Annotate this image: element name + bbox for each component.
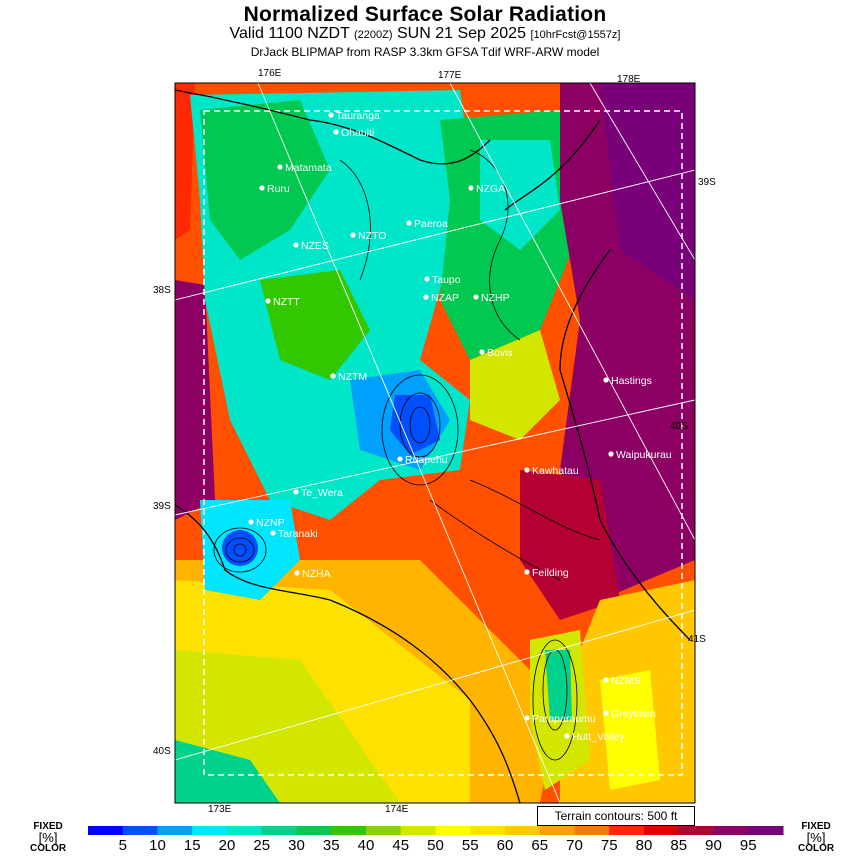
right-axis-label: 40S <box>670 421 688 432</box>
place-dot <box>248 519 253 524</box>
place-dot <box>424 276 429 281</box>
place-dot <box>524 569 529 574</box>
place-dot <box>564 733 569 738</box>
place-label: NZES <box>301 240 330 252</box>
terrain-contours-note: Terrain contours: 500 ft <box>537 806 695 826</box>
colorbar-label: 30 <box>288 837 305 854</box>
right-axis-label: 39S <box>698 177 716 188</box>
fixed-color-left: FIXED [%] COLOR <box>30 821 67 854</box>
place-label: Bovis <box>487 347 513 359</box>
place-dot <box>293 489 298 494</box>
place-label: Hastings <box>611 375 652 387</box>
left-axis-label: 39S <box>153 501 171 512</box>
right-axis-label: 41S <box>688 634 706 645</box>
place-label: NZTM <box>338 371 368 383</box>
colorbar-label: 70 <box>566 837 583 854</box>
place-dot <box>259 185 264 190</box>
place-dot <box>608 451 613 456</box>
valid-utc: (2200Z) <box>354 29 393 41</box>
colorbar-label: 60 <box>496 837 514 854</box>
colorbar-label: 65 <box>531 837 549 854</box>
colorbar-label: 20 <box>218 837 236 854</box>
place-dot <box>294 570 299 575</box>
field-layer <box>175 83 695 803</box>
colorbar-label: 75 <box>600 837 618 854</box>
place-label: Ruapehu <box>405 454 448 466</box>
place-dot <box>270 530 275 535</box>
place-label: NZGA <box>476 183 506 195</box>
place-dot <box>468 185 473 190</box>
colorbar-label: 10 <box>149 837 166 854</box>
place-dot <box>603 377 608 382</box>
place-dot <box>524 715 529 720</box>
colorbar-label: 25 <box>253 837 271 854</box>
place-dot <box>265 298 270 303</box>
place-label: Te_Wera <box>301 487 343 499</box>
place-label: NZTT <box>273 296 300 308</box>
colorbar-label: 35 <box>322 837 340 854</box>
place-label: NZAP <box>431 292 460 304</box>
place-dot <box>330 373 335 378</box>
fixed-color-right: FIXED [%] COLOR <box>798 821 835 854</box>
valid-date: SUN 21 Sep 2025 <box>397 25 526 42</box>
place-dot <box>524 467 529 472</box>
place-label: Feilding <box>532 567 569 579</box>
place-label: NZHA <box>302 568 331 580</box>
place-dot <box>277 164 282 169</box>
chart-title: Normalized Surface Solar Radiation <box>243 3 607 26</box>
colorbar-label: 5 <box>118 837 127 854</box>
place-dot <box>350 232 355 237</box>
colorbar-label: 45 <box>392 837 410 854</box>
bottom-axis-label: 173E <box>208 804 232 815</box>
colorbar-label: 15 <box>183 837 201 854</box>
place-dot <box>603 677 608 682</box>
place-label: Greytown <box>611 708 656 720</box>
left-axis-label: 40S <box>153 746 171 757</box>
place-dot <box>603 710 608 715</box>
place-label: Ruru <box>267 183 290 195</box>
place-label: Waipukurau <box>616 449 672 461</box>
place-label: Kawhatau <box>532 465 579 477</box>
colorbar-label: 80 <box>635 837 653 854</box>
valid-main: Valid 1100 NZDT <box>229 25 350 42</box>
left-axis-label: 38S <box>153 285 171 296</box>
place-label: NZHP <box>481 292 510 304</box>
place-dot <box>423 294 428 299</box>
place-dot <box>333 129 338 134</box>
place-label: Paeroa <box>414 218 448 230</box>
colorbar-label: 95 <box>739 837 757 854</box>
place-dot <box>328 112 333 117</box>
forecast-tag: [10hrFcst@1557z] <box>530 29 621 41</box>
top-axis-label: 178E <box>617 74 641 85</box>
place-label: Hutt_Valley <box>572 731 625 743</box>
place-label: NZMS <box>611 675 641 687</box>
model-subtitle: DrJack BLIPMAP from RASP 3.3km GFSA Tdif WRF-ARW model <box>250 45 600 59</box>
place-label: Taranaki <box>278 528 318 540</box>
place-dot <box>479 349 484 354</box>
place-dot <box>397 456 402 461</box>
top-axis-label: 176E <box>258 68 282 79</box>
place-label: Tauranga <box>336 110 380 122</box>
place-dot <box>406 220 411 225</box>
place-label: Ohauiti <box>341 127 375 139</box>
place-label: NZTO <box>358 230 387 242</box>
colorbar-label: 90 <box>705 837 722 854</box>
place-dot <box>473 294 478 299</box>
place-label: Taupo <box>432 274 461 286</box>
bottom-axis-label: 174E <box>385 804 409 815</box>
place-label: NZNP <box>256 517 285 529</box>
colorbar-label: 55 <box>461 837 479 854</box>
place-dot <box>293 242 298 247</box>
colorbar-label: 85 <box>670 837 688 854</box>
colorbar-label: 40 <box>357 837 375 854</box>
colorbar-label: 50 <box>427 837 444 854</box>
place-label: Matamata <box>285 162 332 174</box>
place-label: Paraparaumu <box>532 713 596 725</box>
top-axis-label: 177E <box>438 70 462 81</box>
